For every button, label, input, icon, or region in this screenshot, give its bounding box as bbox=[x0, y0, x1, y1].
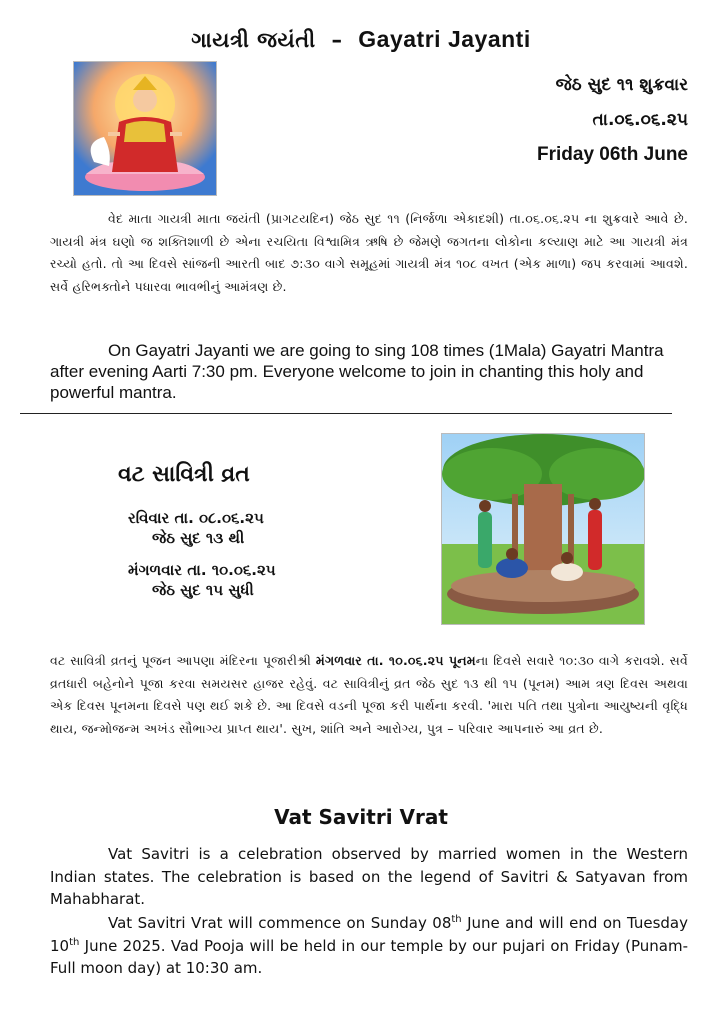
title-english: Gayatri Jayanti bbox=[358, 26, 531, 52]
vat-en2-part-b: June and will end on Tuesday 10 bbox=[50, 914, 688, 955]
vat-para-bold: મંગળવાર તા. ૧૦.૦૬.૨૫ પૂનમ bbox=[315, 653, 476, 668]
vat-date-start-tithi: જેઠ સુદ ૧૩ થી bbox=[152, 529, 245, 547]
vat-date-end-tithi: જેઠ સુદ ૧૫ સુધી bbox=[152, 581, 254, 599]
date-gujarati-line1: જેઠ સુદ ૧૧ શુક્રવાર bbox=[555, 75, 688, 95]
vat-para-part2: ના દિવસે સવારે ૧૦:૩૦ વાગે કરાવશે. સર્વે વ્રતધારી બહેનોને પૂજા કરવા સમયસર હાજર રહેવું. વટ સાવિત્રીનું વ્રત જેઠ સુદ ૧૩ થી ૧૫ (પૂનમ) આમ ત્રણ દિવસ અથવા એક દિવસ પૂનમના દિવસે પણ થઈ શકે છે. આ દિવસે વડની પૂજા કરી પાર્થના કરવી. 'મારા પતિ તથા પુત્રોના આયુષ્યની વૃદ્ધિ થાય, જન્મોજન્મ અખંડ સૌભાગ્ય પ્રાપ્ત થાય'. સુખ, શાંતિ અને આરોગ્ય, પુત્ર – પરિવાર આપનારું આ વ્રત છે. bbox=[50, 653, 688, 736]
gayatri-mata-image bbox=[73, 61, 217, 196]
page-title bbox=[0, 26, 722, 53]
title-gujarati: ગાયત્રી જયંતી bbox=[191, 28, 316, 52]
vat-date-start: રવિવાર તા. ૦૮.૦૬.૨૫ bbox=[128, 509, 264, 527]
vat-paragraph-gujarati bbox=[50, 650, 688, 740]
vat-para-part1: વટ સાવિત્રી વ્રતનું પૂજન આપણા મંદિરના પૂજારીશ્રી bbox=[50, 653, 316, 668]
gayatri-paragraph-gujarati: વેદ માતા ગાયત્રી માતા જયંતી (પ્રાગટયદિન) જેઠ સુદ ૧૧ (નિર્જળા એકાદશી) તા.૦૬.૦૬.૨૫ ના શુક્રવારે આવે છે. ગાયત્રી મંત્ર ઘણો જ શક્તિશાળી છે એના રચયિતા વિશ્વામિત્ર ઋષિ છે જેમણે જગતના લોકોના કલ્યાણ માટે આ ગાયત્રી મંત્ર રચ્યો હતો. તો આ દિવસે સાંજની આરતી બાદ ૭:૩૦ વાગે સમૂહમાં ગાયત્રી મંત્ર ૧૦૮ વખત (એક માળા) જપ કરવામાં આવશે. સર્વે હરિભક્તોને પધારવા ભાવભીનું આમંત્રણ છે. bbox=[50, 211, 688, 294]
date-gujarati-line2: તા.૦૬.૦૬.૨૫ bbox=[592, 110, 688, 130]
vat-en2-sup2: th bbox=[69, 936, 80, 948]
vat-paragraph-english-1: Vat Savitri is a celebration observed by married women in the Western Indian states. The celebration is based on the legend of Savitri & Satyavan from Mahabharat. bbox=[50, 845, 688, 908]
date-english: Friday 06th June bbox=[537, 144, 688, 165]
vat-paragraph-english-2 bbox=[50, 912, 688, 980]
vat-heading-english: Vat Savitri Vrat bbox=[274, 805, 448, 829]
section-divider bbox=[20, 413, 672, 414]
title-separator: – bbox=[331, 28, 343, 52]
vat-en2-part-a: Vat Savitri Vrat will commence on Sunday 08 bbox=[108, 914, 452, 932]
gayatri-paragraph-english: On Gayatri Jayanti we are going to sing 108 times (1Mala) Gayatri Mantra after evening Aarti 7:30 pm. Everyone welcome to join in chanting this holy and powerful mantra. bbox=[50, 341, 664, 402]
vat-date-end: મંગળવાર તા. ૧૦.૦૬.૨૫ bbox=[128, 561, 276, 579]
vat-en2-part-c: June 2025. Vad Pooja will be held in our temple by our pujari on Friday (Punam-Full moon day) at 10:30 am. bbox=[50, 936, 688, 977]
vat-dates bbox=[128, 508, 388, 600]
vat-en2-sup1: th bbox=[451, 914, 462, 925]
vat-savitri-image bbox=[441, 433, 645, 625]
vat-savitri-title: વટ સાવિત્રી વ્રત bbox=[118, 462, 250, 487]
